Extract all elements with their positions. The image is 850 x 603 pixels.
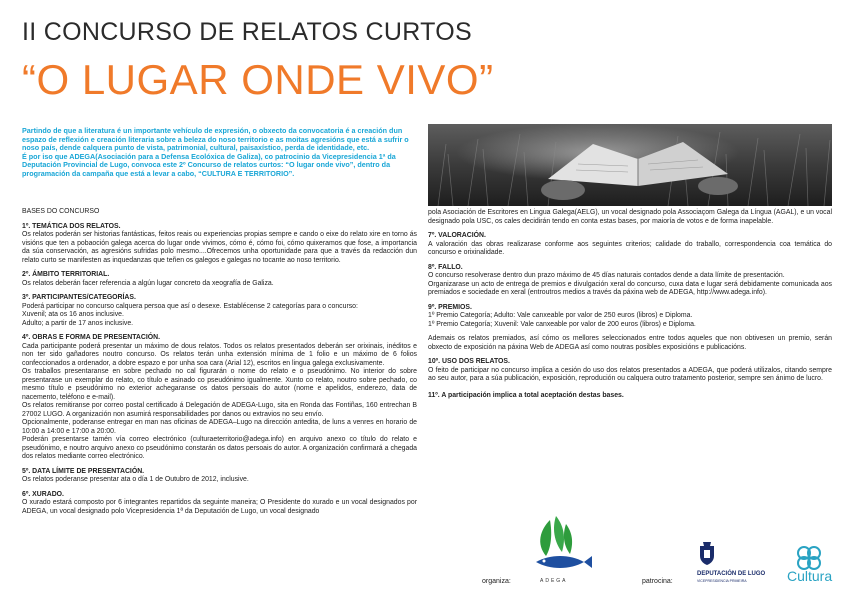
section-text: 1º Premio Categoría; Adulto: Vale canxeable por valor de 250 euros (libros) e Diploma.: [428, 312, 693, 319]
page-title: “O LUGAR ONDE VIVO”: [22, 56, 494, 103]
book-photo: [428, 124, 832, 206]
section-text: Os relatos poderán ser historias fantásticas, feitos reais ou experiencias propias sempre e cando o eixe do relato xire en torno ás visións que ten a pobaoción galega acerca do lugar onde vivimos, cómo é, cómo foi, cómo quixeramos que fose, a importancia da súa conservación, as agresións sufridas polo mesmo....Ofrecemos unha oportunidade para que a través da redacción dun relato curto se manifesten as inquedanzas que teñen os galegos e galegas no tocante ao noso territorio.: [22, 231, 417, 264]
section-heading: 3º. PARTICIPANTES/CATEGORÍAS.: [22, 294, 136, 301]
intro-paragraph: Partindo de que a literatura é un importante vehículo de expresión, o obxecto da convocatoria é a creación dun espazo de reflexión e creación literaria sobre a beleza do noso territorio e as moitas agresións que está a sufrir o noso país, dende calquera punto de vista, patrimonial, cultural, paisaxístico, perda de identidade, etc.: [22, 126, 409, 153]
bases-heading: BASES DO CONCURSO: [22, 208, 100, 215]
section-text: 1º Premio Categoría; Xuvenil: Vale canxeable por valor de 200 euros (libros) e Diploma.: [428, 320, 696, 328]
section-text: Os traballos presentaranse en sobre pechado no cal figurarán o nome do relato e o pseudónimo. No interior do sobre presentarase un exemplar do relato, co título e asinado co pseudónimo igualmente. Xunto co relato, noutro sobre pechado, co mesmo título e pseudónimo no exterior achegaranse os datos persoais do autor (nome e apelidos, enderezo, data de nacemento, teléfono e e-mail).: [22, 368, 417, 401]
section-text: A valoración das obras realizarase conforme aos seguintes criterios; calidade do traballo, correspondencia coa temática do concurso e orixinalidade.: [428, 240, 832, 256]
section-heading: 9º. PREMIOS.: [428, 303, 472, 311]
section-text: Organizarase un acto de entrega de premios e divulgación xeral do concurso, cuxa data e lugar será debidamente comunicada aos premiados e sociedade en xeral (entroutros medios a través da páxina web de ADEGA, http://www.adega.info).: [428, 280, 832, 296]
adega-wordmark: ADEGA: [540, 578, 568, 584]
section-heading: 8º. FALLO.: [428, 263, 463, 271]
acceptance-note: 11º. A participación implica a total aceptación destas bases.: [428, 391, 624, 399]
deputacion-lugo-text: DEPUTACIÓN DE LUGO: [697, 571, 766, 577]
organiza-label: organiza:: [482, 578, 511, 585]
vicepresidencia-text: VICEPRESIDENCIA PRIMEIRA: [697, 579, 747, 583]
book-in-grass-image: [428, 124, 832, 206]
section-text: Ademais os relatos premiados, así cómo os mellores seleccionados entre todos aqueles que non obtivesen un premio, serán obxecto de exposición na páxina Web de ADEGA así como noutras posibles exposicións e publicacións.: [428, 335, 832, 351]
right-column: [428, 209, 832, 400]
adega-logo: [522, 510, 602, 585]
section-text: O concurso resolverase dentro dun prazo máximo de 45 días naturais contados dende a data límite de presentación.: [428, 272, 785, 279]
section-text: Os relatos deberán facer referencia a algún lugar concreto da xeografía de Galiza.: [22, 279, 274, 287]
section-heading: 2º. ÁMBITO TERRITORIAL.: [22, 271, 110, 278]
section-text: Xuvenil; ata os 16 anos inclusive.: [22, 311, 124, 318]
section-text: Opcionalmente, poderanse entregar en man nas oficinas de ADEGA–Lugo na dirección antedita, de luns a venres en horario de 10:00 a 14:00 e 17:00 a 20:00.: [22, 419, 417, 435]
section-text: pola Asociación de Escritores en Lingua Galega(AELG), un vocal designado pola Associaçom Galega da Língua (AGAL), e un vocal designado pola USC, os cales decidirán tendo en conta estas bases, por maioría de votos e de forma inapelable.: [428, 209, 832, 225]
section-text: Os relatos remitiranse por correo postal certificado á Delegación de ADEGA-Lugo, sita en Ronda das Fontiñas, 160 entrechan B 27002 LUGO. A organización non asumirá responsabilidades por danos ou extravios no seu envío.: [22, 402, 417, 418]
section-text: O xurado estará composto por 6 integrantes repartidos da seguinte maneira; O Presidente do xurado e un vocal designados por ADEGA, un vocal designado polo Vicepresidencia 1ª da Deputación de Lugo, un vocal designado: [22, 499, 417, 515]
left-column: [22, 208, 417, 516]
section-heading: 1º. TEMÁTICA DOS RELATOS.: [22, 222, 121, 230]
patrocina-label: patrocina:: [642, 578, 673, 585]
section-text: Poderá participar no concurso calquera persoa que así o desexe. Establécense 2 categorías para o concurso:: [22, 302, 358, 310]
subtitle: II CONCURSO DE RELATOS CURTOS: [22, 18, 472, 46]
cultura-wordmark: Cultura: [787, 568, 833, 584]
section-text: O feito de participar no concurso implica a cesión do uso dos relatos presentados a ADEGA, que poderá utilizalos, citando sempre ao seu autor, para a súa publicación, exposición, reprodución ou calquera outro tratamento posterior, sempre sen ánimo de lucro.: [428, 366, 832, 382]
section-text: Cada participante poderá presentar un máximo de dous relatos. Todos os relatos presentados deberán ser orixinais, inéditos e non ter sido gañadores noutro concurso. Os relatos terán unha extensión mínima de 1 folio e un máximo de 6 folios confeccionados a ordenador, a dobre espazo e por unha soa cara (Arial 12), escritos en lingua galega exclusivamente.: [22, 342, 417, 367]
section-heading: 4º. OBRAS E FORMA DE PRESENTACIÓN.: [22, 334, 161, 341]
section-text: Poderán presentarse tamén vía correo electrónico (culturaeterritorio@adega.info) en arquivo anexo co título do relato e pseudónimo, e noutro arquivo anexo co pseudónimo constarán os datos persoais do autor. A organización confirmará a chegada dos relatos mediante correo electrónico.: [22, 436, 417, 460]
section-heading: 5º. DATA LÍMITE DE PRESENTACIÓN.: [22, 467, 145, 475]
section-text: Os relatos poderanse presentar ata o día 1 de Outubro de 2012, inclusive.: [22, 476, 249, 483]
section-text: Adulto; a partir de 17 anos inclusive.: [22, 319, 134, 327]
deputacion-lugo-crest-icon: [698, 540, 716, 566]
intro-paragraph: É por iso que ADEGA(Asociación para a Defensa Ecolóxica de Galiza), co patrocinio da Vicepresidencia 1ª da Deputación Provincial de Lugo, convoca este 2º Concurso de relatos curtos: “O lugar onde vivo”, dentro da programación da campaña que está a levar a cabo, “CULTURA E TERRITORIO”.: [22, 151, 396, 178]
section-heading: 6º. XURADO.: [22, 490, 64, 498]
intro-text: [22, 127, 414, 179]
section-heading: 7º. VALORACIÓN.: [428, 232, 486, 239]
section-heading: 10º. USO DOS RELATOS.: [428, 358, 510, 365]
